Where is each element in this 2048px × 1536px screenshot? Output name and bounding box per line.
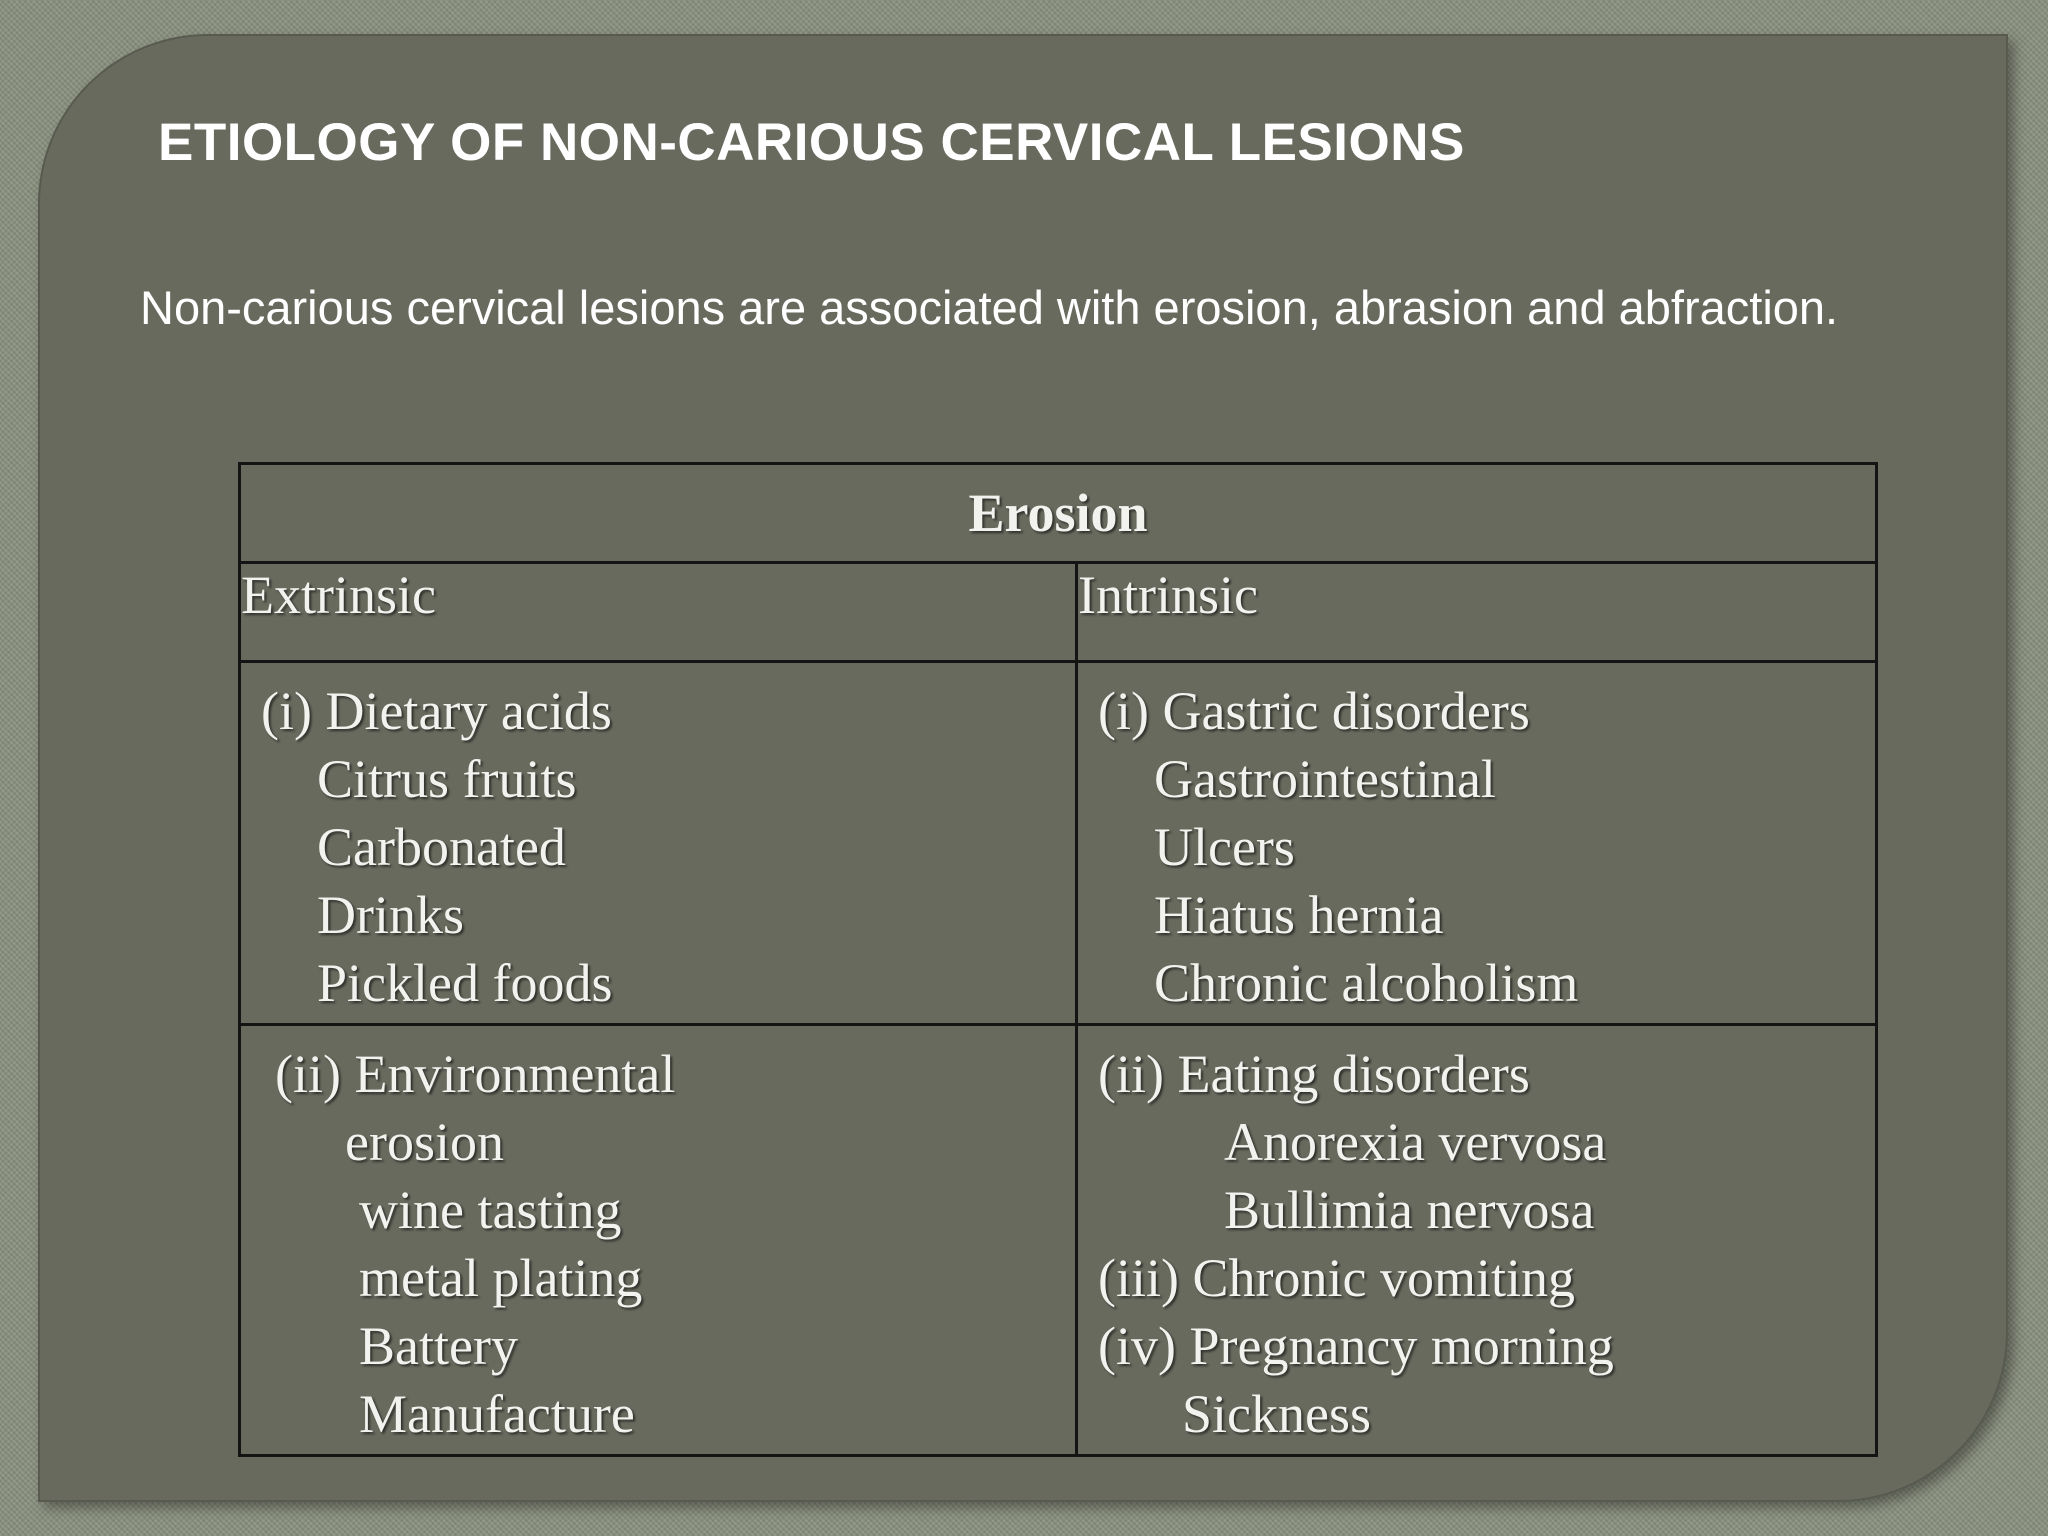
list-item: Carbonated (317, 817, 566, 877)
table-row (240, 1025, 1877, 1456)
list-item: (ii) Eating disorders (1098, 1044, 1530, 1104)
list-item: Pickled foods (317, 953, 613, 1013)
erosion-table (238, 462, 1878, 1457)
list-item: (ii) Environmental (275, 1044, 676, 1104)
cell-list (1078, 663, 1875, 1023)
list-item: (iii) Chronic vomiting (1098, 1248, 1575, 1308)
table-heading-row (240, 464, 1877, 563)
list-item: (i) Dietary acids (261, 681, 612, 741)
cell-list (1078, 1026, 1875, 1454)
column-header-row (240, 563, 1877, 662)
table-cell-extrinsic (240, 1025, 1077, 1456)
list-item: Hiatus hernia (1154, 885, 1444, 945)
list-item: erosion (345, 1112, 504, 1172)
table-heading: Erosion (240, 464, 1877, 563)
list-item: wine tasting (359, 1180, 622, 1240)
table-cell-intrinsic (1077, 662, 1877, 1025)
list-item: Battery (359, 1316, 518, 1376)
slide-title: ETIOLOGY OF NON-CARIOUS CERVICAL LESIONS (158, 113, 1465, 172)
intro-paragraph: Non-carious cervical lesions are associated with erosion, abrasion and abfraction. (140, 281, 1839, 334)
list-item: (iv) Pregnancy morning (1098, 1316, 1614, 1376)
list-item: metal plating (359, 1248, 643, 1308)
column-header-intrinsic: Intrinsic (1077, 563, 1877, 662)
list-item: Chronic alcoholism (1154, 953, 1579, 1013)
list-item: Sickness (1182, 1384, 1371, 1444)
cell-list (241, 1026, 1075, 1454)
list-item: Anorexia vervosa (1224, 1112, 1607, 1172)
table-cell-extrinsic (240, 662, 1077, 1025)
table-cell-intrinsic (1077, 1025, 1877, 1456)
list-item: Ulcers (1154, 817, 1295, 877)
list-item: Bullimia nervosa (1224, 1180, 1595, 1240)
list-item: Citrus fruits (317, 749, 577, 809)
column-header-extrinsic: Extrinsic (240, 563, 1077, 662)
list-item: Manufacture (359, 1384, 635, 1444)
list-item: Drinks (317, 885, 464, 945)
cell-list (241, 663, 1075, 1023)
list-item: Gastrointestinal (1154, 749, 1496, 809)
list-item: (i) Gastric disorders (1098, 681, 1530, 741)
table-row (240, 662, 1877, 1025)
